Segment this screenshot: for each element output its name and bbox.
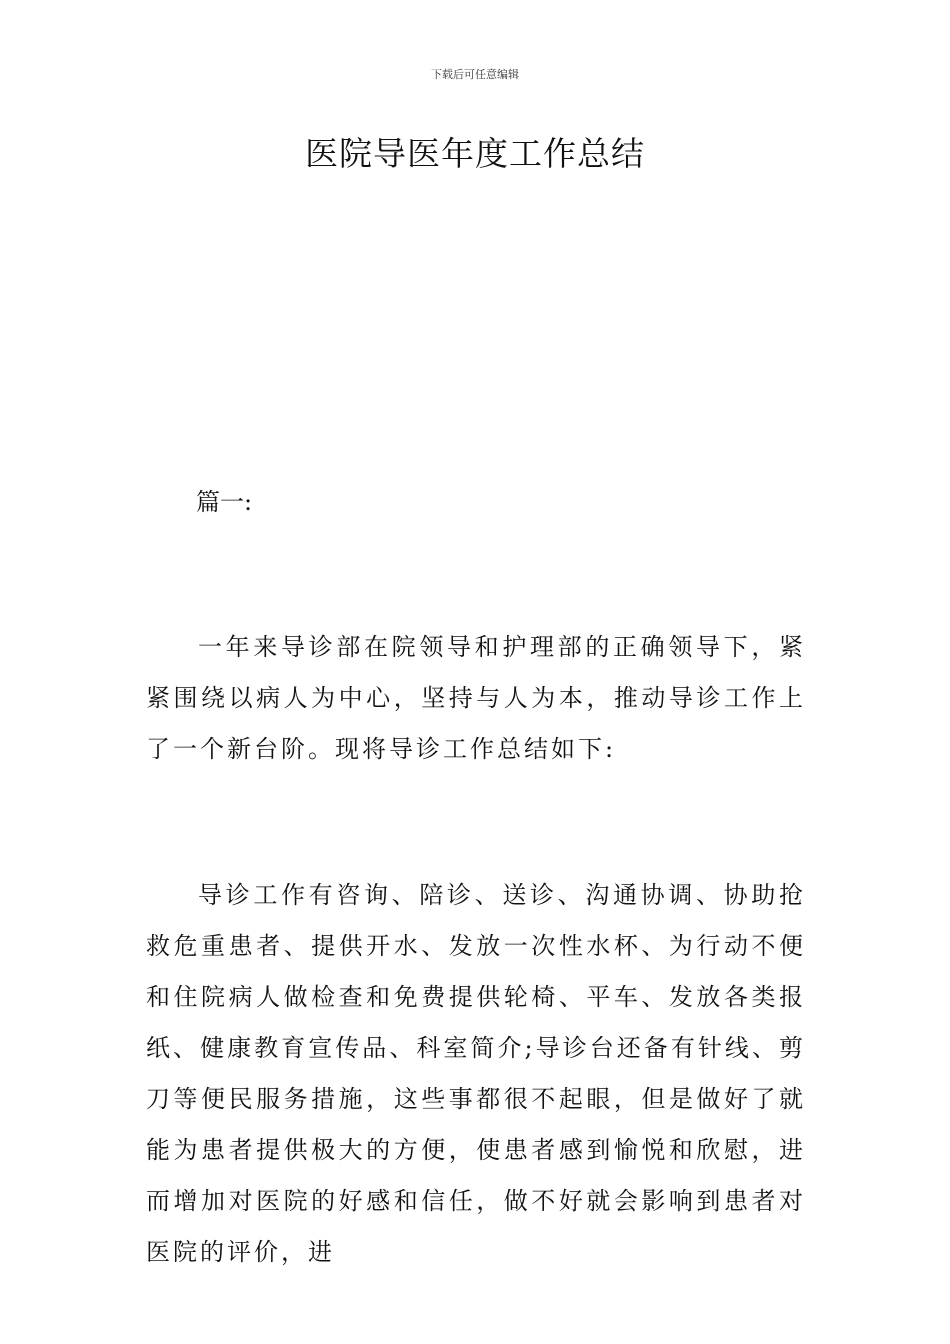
- paragraph-duties: 导诊工作有咨询、陪诊、送诊、沟通协调、协助抢救危重患者、提供开水、发放一次性水杯、为行动不便和住院病人做检查和免费提供轮椅、平车、发放各类报纸、健康教育宣传品、科室简介;导诊台还备有针线、剪刀等便民服务措施，这些事都很不起眼，但是做好了就能为患者提供极大的方便，使患者感到愉悦和欣慰，进而增加对医院的好感和信任，做不好就会影响到患者对医院的评价，进: [146, 881, 806, 1266]
- header-note: 下载后可任意编辑: [431, 68, 519, 81]
- paragraph-intro: 一年来导诊部在院领导和护理部的正确领导下，紧紧围绕以病人为中心，坚持与人为本，推动导诊工作上了一个新台阶。现将导诊工作总结如下:: [146, 633, 806, 763]
- section-label: 篇一:: [196, 488, 253, 516]
- document-title: 医院导医年度工作总结: [305, 134, 645, 173]
